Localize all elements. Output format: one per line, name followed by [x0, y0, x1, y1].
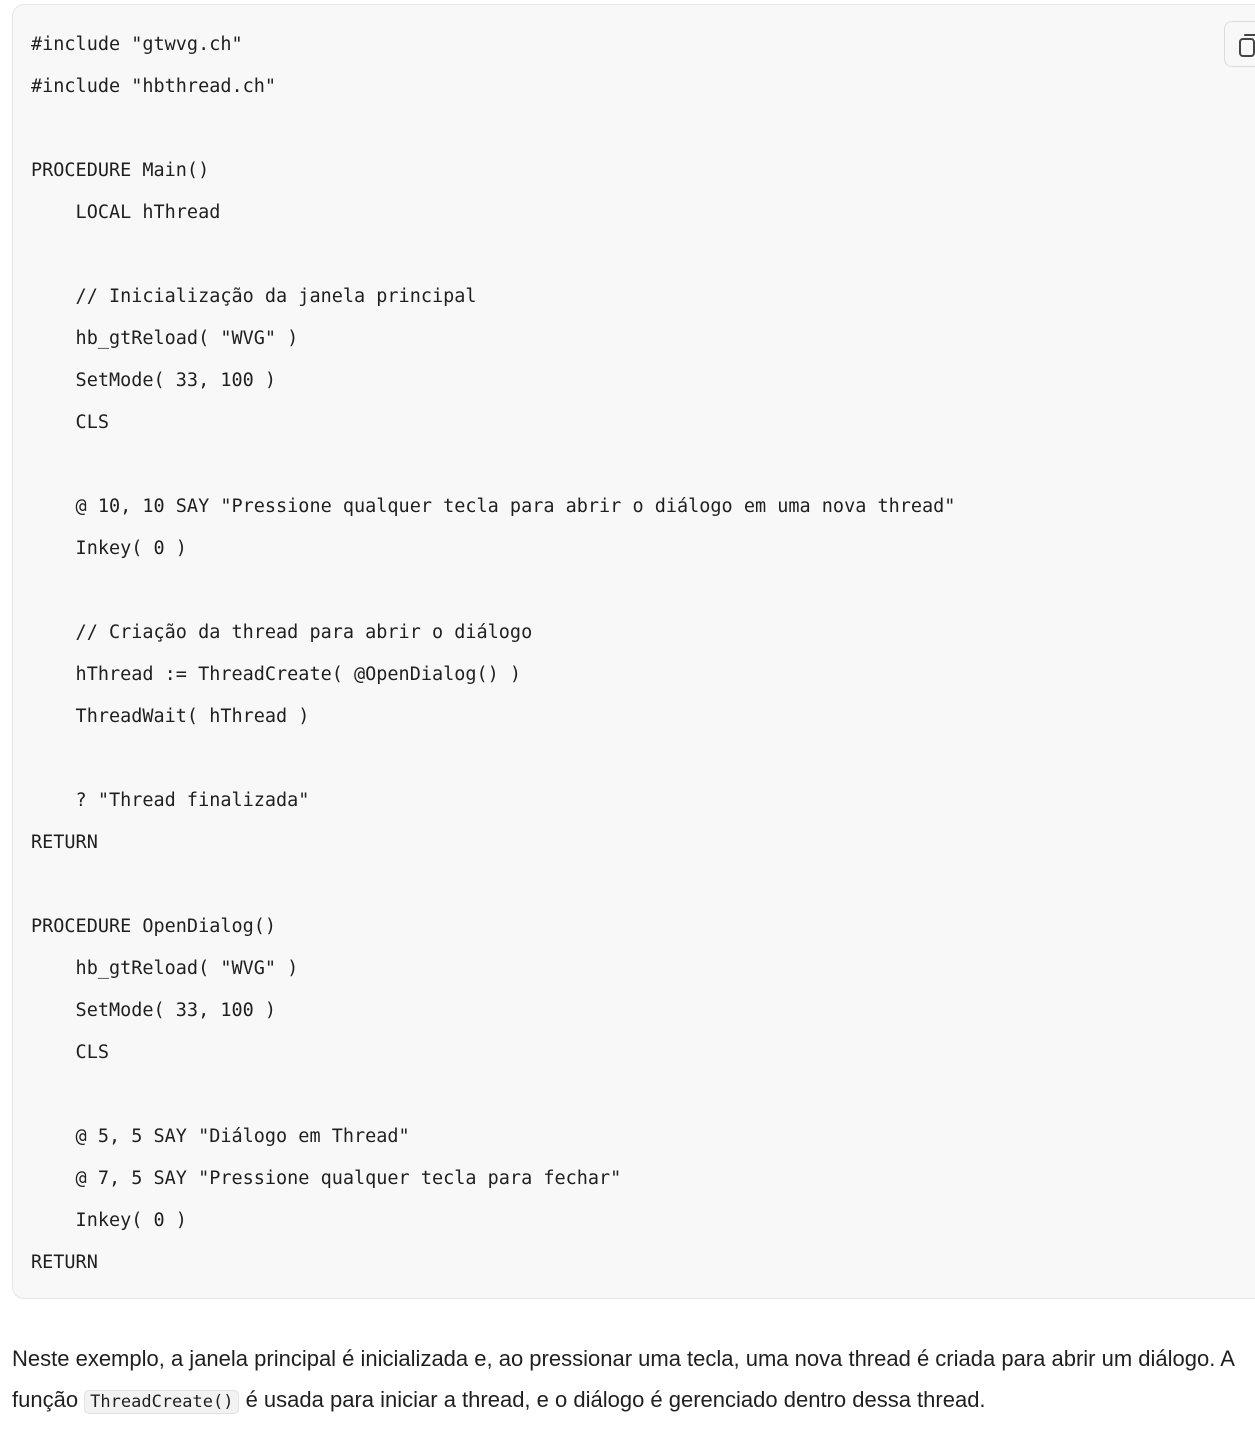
code-line	[31, 444, 955, 486]
explanation-text-start: Neste exemplo, a janela principal é inicializada e, ao pressionar uma tecla, uma nova thread é criada para abrir um diálogo. A função	[12, 1346, 1234, 1412]
code-line	[31, 570, 955, 612]
code-line: Inkey( 0 )	[31, 1210, 187, 1231]
code-line: // Criação da thread para abrir o diálogo	[31, 622, 533, 643]
code-line: #include "gtwvg.ch"	[31, 34, 243, 55]
code-line: RETURN	[31, 832, 98, 853]
code-line: hThread := ThreadCreate( @OpenDialog() )	[31, 664, 522, 685]
code-line	[31, 1074, 955, 1116]
code-line: hb_gtReload( "WVG" )	[31, 328, 299, 349]
code-line: @ 10, 10 SAY "Pressione qualquer tecla para abrir o diálogo em uma nova thread"	[31, 496, 956, 517]
code-line: // Inicialização da janela principal	[31, 286, 477, 307]
code-line: hb_gtReload( "WVG" )	[31, 958, 299, 979]
code-line	[31, 738, 955, 780]
explanation-text-end: é usada para iniciar a thread, e o diálogo é gerenciado dentro dessa thread.	[239, 1387, 986, 1412]
code-line: @ 5, 5 SAY "Diálogo em Thread"	[31, 1126, 410, 1147]
code-line: @ 7, 5 SAY "Pressione qualquer tecla para fechar"	[31, 1168, 622, 1189]
code-line: CLS	[31, 412, 109, 433]
code-line: #include "hbthread.ch"	[31, 76, 277, 97]
code-line: Inkey( 0 )	[31, 538, 187, 559]
code-line: SetMode( 33, 100 )	[31, 1000, 277, 1021]
code-line	[31, 108, 955, 150]
code-line: PROCEDURE Main()	[31, 160, 210, 181]
explanation-paragraph	[12, 1338, 1242, 1423]
copy-code-button[interactable]	[1224, 21, 1255, 67]
code-line: CLS	[31, 1042, 109, 1063]
code-line	[31, 234, 955, 276]
code-line: LOCAL hThread	[31, 202, 221, 223]
code-line	[31, 864, 955, 906]
code-line: ? "Thread finalizada"	[31, 790, 310, 811]
code-line: RETURN	[31, 1252, 98, 1273]
inline-code-threadcreate: ThreadCreate()	[84, 1390, 239, 1414]
code-line: ThreadWait( hThread )	[31, 706, 310, 727]
code-line: PROCEDURE OpenDialog()	[31, 916, 277, 937]
code-lines	[31, 24, 955, 1284]
code-line: SetMode( 33, 100 )	[31, 370, 277, 391]
code-block	[12, 4, 1255, 1299]
